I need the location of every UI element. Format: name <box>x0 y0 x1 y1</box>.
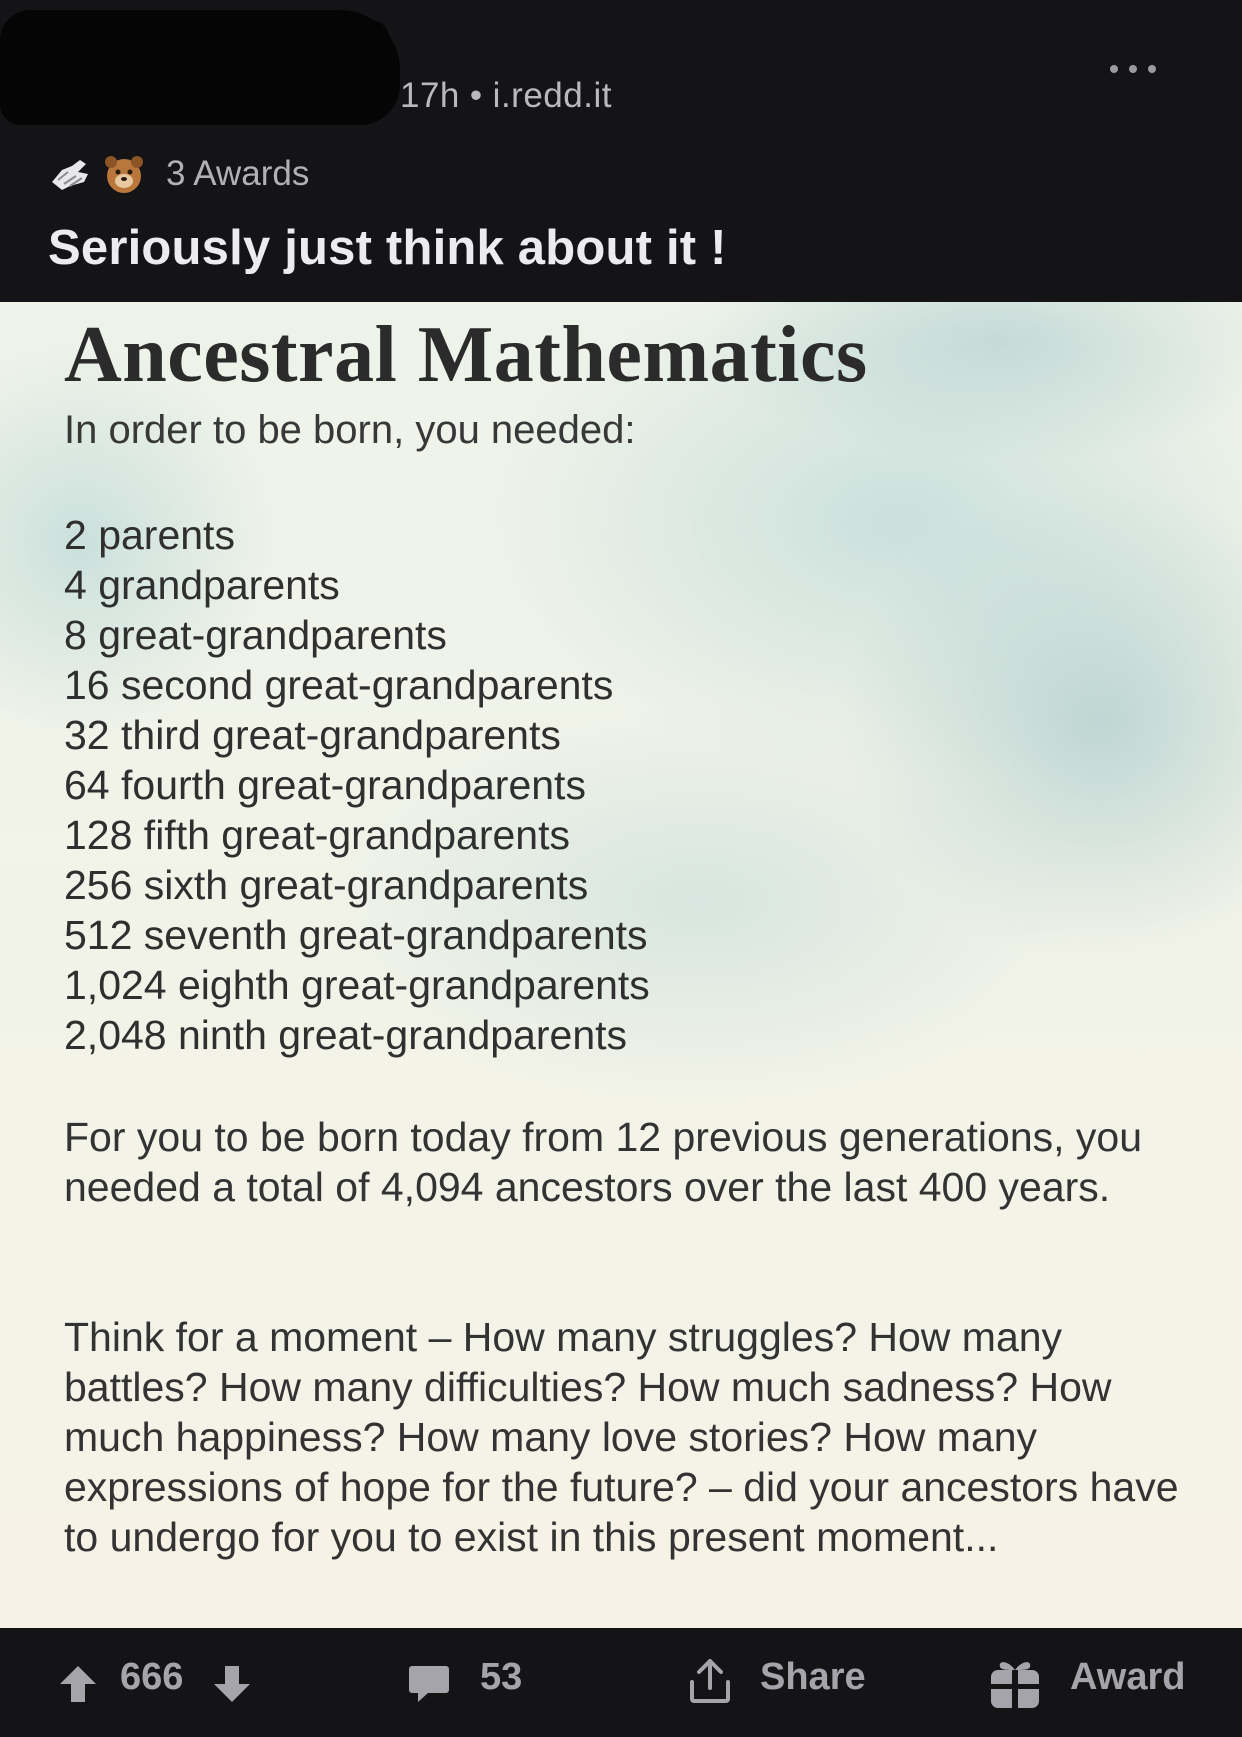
list-item: 512 seventh great-grandparents <box>64 912 648 958</box>
post-image[interactable] <box>0 302 1242 1628</box>
gift-icon[interactable] <box>988 1656 1042 1710</box>
post-meta <box>400 76 612 116</box>
ancestors-total-paragraph: For you to be born today from 12 previous generations, you needed a total of 4,094 ancestors over the last 400 years. <box>64 1114 1143 1210</box>
image-title: Ancestral Mathematics <box>64 311 868 399</box>
redacted-subreddit <box>10 20 390 60</box>
list-item: 2 parents <box>64 512 235 558</box>
list-item: 128 fifth great-grandparents <box>64 812 570 858</box>
post-domain-link[interactable]: i.redd.it <box>492 76 612 115</box>
list-item: 64 fourth great-grandparents <box>64 762 586 808</box>
post-header <box>0 0 1242 302</box>
downvote-arrow-icon[interactable] <box>212 1664 252 1704</box>
wholesome-hands-award-icon <box>48 152 92 196</box>
post-age: 17h <box>400 76 460 115</box>
reflection-paragraph: Think for a moment – How many struggles? How many battles? How many difficulties? How much sadness? How much happiness? How many love stories? How many expressions of hope for the future? – did your ancestors have to undergo for you to exist in this present moment... <box>64 1314 1179 1560</box>
awards-count-label: 3 Awards <box>166 154 310 193</box>
list-item: 256 sixth great-grandparents <box>64 862 589 908</box>
list-item: 4 grandparents <box>64 562 340 608</box>
post-action-bar <box>0 1628 1242 1737</box>
vote-score: 666 <box>120 1656 184 1698</box>
comment-count[interactable]: 53 <box>480 1656 523 1698</box>
list-item: 32 third great-grandparents <box>64 712 561 758</box>
list-item: 16 second great-grandparents <box>64 662 614 708</box>
award-button[interactable]: Award <box>1070 1656 1186 1698</box>
list-item: 1,024 eighth great-grandparents <box>64 962 650 1008</box>
post-title[interactable]: Seriously just think about it ! <box>48 221 727 275</box>
upvote-arrow-icon[interactable] <box>58 1664 98 1704</box>
share-icon[interactable] <box>688 1658 732 1704</box>
more-options-icon[interactable] <box>1110 60 1156 76</box>
image-subtitle: In order to be born, you needed: <box>64 408 636 452</box>
meta-separator: • <box>469 76 483 115</box>
list-item: 2,048 ninth great-grandparents <box>64 1012 628 1058</box>
bear-award-icon <box>102 152 146 196</box>
share-button[interactable]: Share <box>760 1656 866 1698</box>
awards-row[interactable] <box>48 150 309 198</box>
generations-list <box>64 510 650 1060</box>
comment-bubble-icon[interactable] <box>408 1664 450 1704</box>
list-item: 8 great-grandparents <box>64 612 447 658</box>
